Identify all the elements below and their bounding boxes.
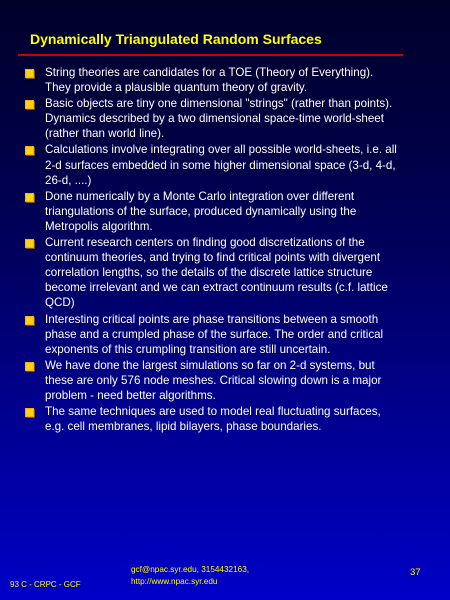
bullet-item [23,404,401,434]
square-bullet-icon [25,193,34,202]
footer-contact [131,564,249,588]
bullet-text: Basic objects are tiny one dimensional "strings" (rather than points). Dynamics described by a two dimensional space-time world-sheet (rather than world line). [45,97,393,141]
bullet-text: Current research centers on finding good discretizations of the continuum theories, and trying to find critical points with divergent correlation lengths, so the details of the discrete lattice structure become irrelevant and we can extract continuum results (c.f. lattice QCD) [45,236,388,310]
square-bullet-icon [25,239,34,248]
bullet-item [23,358,401,403]
bullet-item [23,189,401,234]
footer-url-link[interactable]: http://www.npac.syr.edu [131,577,218,586]
square-bullet-icon [25,316,34,325]
bullet-text: Done numerically by a Monte Carlo integration over different triangulations of the surface, produced dynamically using the Metropolis algorithm. [45,189,357,233]
bullet-item [23,65,401,95]
footer-email-phone: gcf@npac.syr.edu, 3154432163, [131,565,250,574]
bullet-text: Interesting critical points are phase transitions between a smooth phase and a crumpled phase of the surface. The order and critical exponents of this crumpling transition are still uncertain. [45,312,384,356]
bullet-text: Calculations involve integrating over all possible world-sheets, i.e. all 2-d surfaces embedded in some higher dimensional space (3-d, 4-d, 26-d, ....) [45,143,397,187]
square-bullet-icon [25,408,34,417]
slide-title: Dynamically Triangulated Random Surfaces [30,31,322,47]
bullet-item [23,96,401,141]
bullet-text: String theories are candidates for a TOE (Theory of Everything). They provide a plausible quantum theory of gravity. [45,66,374,95]
square-bullet-icon [25,146,34,155]
title-underline [18,54,403,56]
page-number: 37 [410,567,421,578]
square-bullet-icon [25,362,34,371]
bullet-list [23,65,401,435]
bullet-item [23,312,401,357]
square-bullet-icon [25,100,34,109]
bullet-item [23,235,401,310]
square-bullet-icon [25,69,34,78]
bullet-text: We have done the largest simulations so far on 2-d systems, but these are only 576 node meshes. Critical slowing down is a major problem - need better algorithms. [45,358,382,402]
footer-course-label: 93 C - CRPC - GCF [10,580,81,589]
bullet-item [23,142,401,187]
bullet-text: The same techniques are used to model real fluctuating surfaces, e.g. cell membranes, lipid bilayers, phase boundaries. [45,405,381,434]
